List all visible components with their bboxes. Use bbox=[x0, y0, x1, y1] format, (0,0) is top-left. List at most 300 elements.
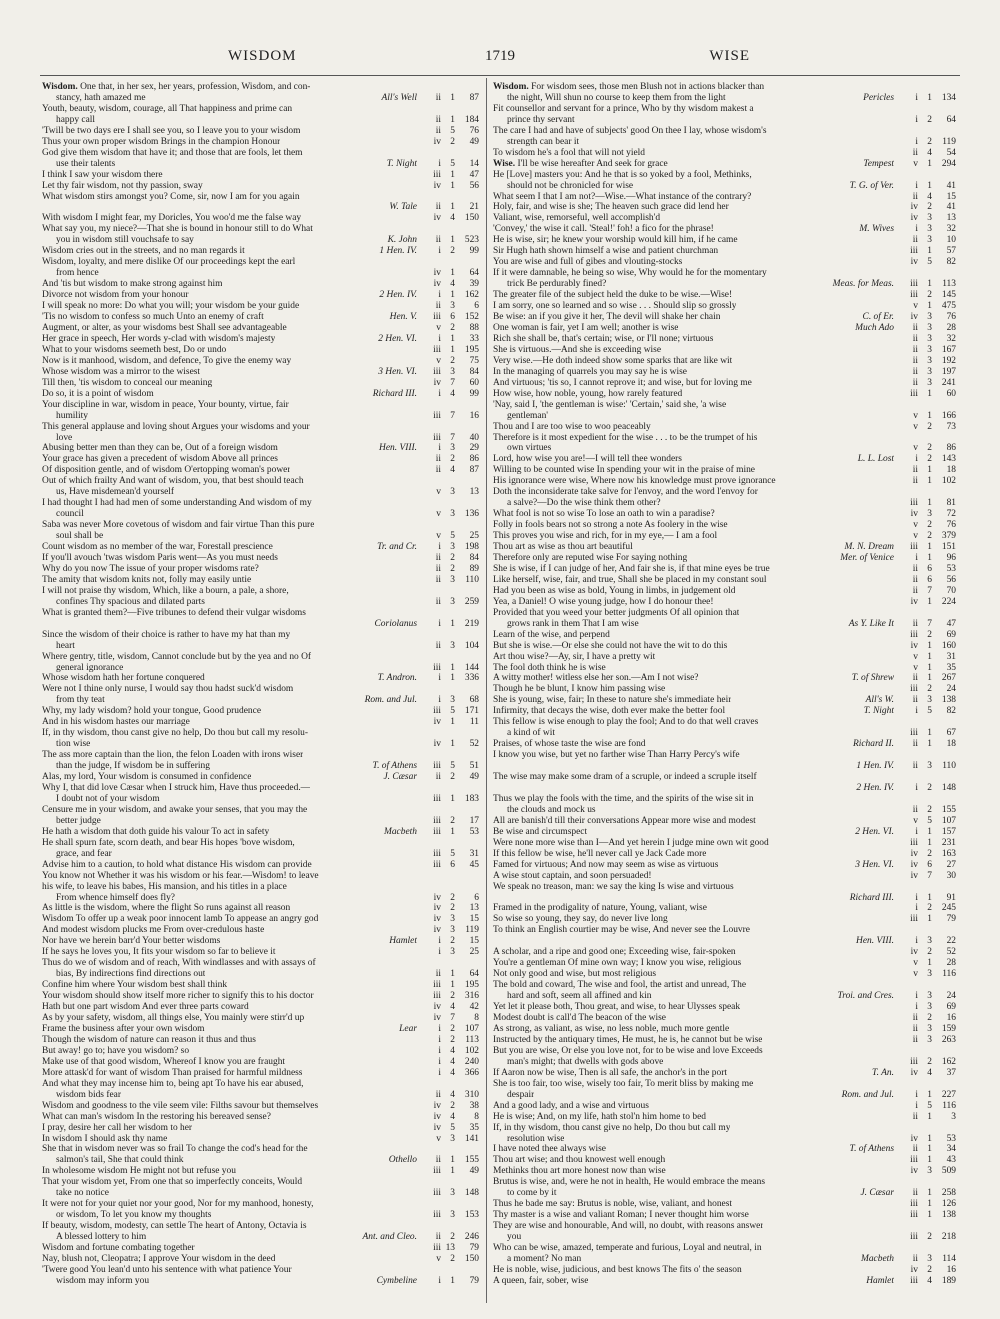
concordance-line bbox=[42, 257, 479, 268]
act-number: v bbox=[913, 410, 918, 421]
line-number: 114 bbox=[942, 1253, 956, 1264]
line-number: 113 bbox=[942, 279, 956, 290]
scene-number: 5 bbox=[450, 158, 455, 169]
line-number: 107 bbox=[464, 1023, 479, 1034]
act-number: i bbox=[915, 892, 918, 903]
concordance-line bbox=[42, 1243, 479, 1254]
concordance-line bbox=[493, 750, 956, 761]
quotation-text: His ignorance were wise, Where now his knowledge must prove ignorance bbox=[493, 476, 776, 487]
act-number: ii bbox=[435, 454, 441, 465]
concordance-line bbox=[42, 115, 479, 126]
concordance-line bbox=[42, 1024, 479, 1035]
line-number: 49 bbox=[469, 136, 479, 147]
act-number: v bbox=[436, 1133, 441, 1144]
scene-number: 1 bbox=[927, 92, 932, 103]
concordance-line bbox=[493, 1166, 956, 1177]
concordance-line bbox=[493, 531, 956, 542]
act-number: iii bbox=[433, 432, 441, 443]
scene-number: 1 bbox=[450, 333, 455, 344]
quotation-text: They are wise and honourable, And will, no doubt, with reasons answer bbox=[493, 1221, 764, 1232]
quotation-text: This fellow is wise enough to play the fool; And to do that well craves bbox=[493, 717, 759, 728]
running-head-left: WISDOM bbox=[228, 48, 297, 64]
line-number: 189 bbox=[941, 1275, 956, 1286]
play-reference: Tr. and Cr. bbox=[377, 542, 417, 553]
concordance-line bbox=[493, 608, 956, 619]
headword: Wise. bbox=[493, 158, 516, 169]
concordance-line bbox=[493, 82, 956, 93]
act-number: i bbox=[915, 706, 918, 717]
concordance-line bbox=[42, 1035, 479, 1046]
concordance-line bbox=[42, 1101, 479, 1112]
scene-number: 4 bbox=[450, 1002, 455, 1013]
scene-number: 6 bbox=[450, 312, 455, 323]
act-number: iv bbox=[433, 377, 441, 388]
act-number: iv bbox=[433, 717, 441, 728]
act-number: ii bbox=[912, 1013, 918, 1024]
line-number: 119 bbox=[465, 925, 479, 936]
act-number: ii bbox=[912, 355, 918, 366]
line-number: 110 bbox=[465, 574, 479, 585]
concordance-line bbox=[42, 246, 479, 257]
scene-number: 3 bbox=[450, 947, 455, 958]
scene-number: 2 bbox=[450, 563, 455, 574]
play-reference: Richard III. bbox=[372, 388, 417, 399]
quotation-text: And modest wisdom plucks me From over-credulous haste bbox=[42, 925, 265, 936]
act-number: iii bbox=[433, 344, 441, 355]
scene-number: 5 bbox=[927, 706, 932, 717]
act-number: iv bbox=[433, 1111, 441, 1122]
act-number: v bbox=[913, 158, 918, 169]
quotation-text: Thou art as wise as thou art beautiful bbox=[493, 542, 633, 553]
act-number: ii bbox=[912, 333, 918, 344]
scene-number: 1 bbox=[927, 739, 932, 750]
scene-number: 1 bbox=[450, 180, 455, 191]
quotation-text: Thus he bade me say: Brutus is noble, wise, valiant, and honest bbox=[493, 1199, 733, 1210]
concordance-line bbox=[42, 1134, 479, 1145]
concordance-line bbox=[42, 433, 479, 444]
scene-number: 4 bbox=[450, 279, 455, 290]
act-number: ii bbox=[912, 1034, 918, 1045]
act-number: ii bbox=[435, 596, 441, 607]
line-number: 10 bbox=[946, 235, 956, 246]
act-number: v bbox=[436, 531, 441, 542]
quotation-text: In wisdom I should ask thy name bbox=[42, 1133, 168, 1144]
act-number: i bbox=[915, 936, 918, 947]
play-reference: 1 Hen. IV. bbox=[856, 761, 894, 772]
line-number: 82 bbox=[946, 706, 956, 717]
right-column bbox=[493, 82, 956, 1287]
act-number: iv bbox=[910, 312, 918, 323]
quotation-text: I am sorry, one so learned and so wise . . . Should slip so grossly bbox=[493, 301, 737, 312]
quotation-text: I have noted thee always wise bbox=[493, 1144, 606, 1155]
act-number: ii bbox=[912, 366, 918, 377]
line-number: 245 bbox=[941, 903, 956, 914]
line-number: 84 bbox=[469, 552, 479, 563]
act-number: ii bbox=[435, 301, 441, 312]
concordance-line bbox=[42, 673, 479, 684]
scene-number: 2 bbox=[450, 246, 455, 257]
quotation-text: Frame the business after your own wisdom bbox=[42, 1023, 205, 1034]
line-number: 219 bbox=[464, 618, 479, 629]
act-number: i bbox=[438, 388, 441, 399]
scene-number: 2 bbox=[450, 991, 455, 1002]
concordance-line bbox=[42, 224, 479, 235]
quotation-text: Be wise and circumspect bbox=[493, 826, 588, 837]
act-number: ii bbox=[435, 640, 441, 651]
line-number: 49 bbox=[469, 1166, 479, 1177]
act-number: i bbox=[915, 92, 918, 103]
act-number: i bbox=[438, 542, 441, 553]
concordance-line bbox=[493, 235, 956, 246]
headword: Wisdom. bbox=[493, 82, 529, 92]
play-reference: 1 Hen. IV. bbox=[379, 246, 417, 257]
quotation-text: you in wisdom still vouchsafe to say bbox=[56, 235, 194, 246]
quotation-text: Count wisdom as no member of the war, Forestall prescience bbox=[42, 542, 273, 553]
concordance-line bbox=[42, 1232, 479, 1243]
scene-number: 1 bbox=[927, 498, 932, 509]
scene-number: 4 bbox=[927, 1067, 932, 1078]
line-number: 152 bbox=[464, 312, 479, 323]
scene-number: 2 bbox=[450, 815, 455, 826]
scene-number: 1 bbox=[450, 268, 455, 279]
scene-number: 1 bbox=[927, 728, 932, 739]
scene-number: 3 bbox=[927, 333, 932, 344]
line-number: 258 bbox=[941, 1188, 956, 1199]
quotation-text: Folly in fools bears not so strong a note As foolery in the wise bbox=[493, 520, 728, 531]
quotation-text: Valiant, wise, remorseful, well accomplish'd bbox=[493, 213, 661, 224]
quotation-text: Learn of the wise, and perpend bbox=[493, 629, 610, 640]
concordance-line bbox=[493, 487, 956, 498]
scene-number: 1 bbox=[927, 180, 932, 191]
act-number: ii bbox=[435, 1155, 441, 1166]
quotation-text: Instructed by the antiquary times, He must, he is, he cannot but be wise bbox=[493, 1034, 763, 1045]
concordance-line bbox=[42, 936, 479, 947]
play-reference: T. of Athens bbox=[372, 761, 417, 772]
line-number: 8 bbox=[474, 1111, 479, 1122]
scene-number: 1 bbox=[927, 640, 932, 651]
quotation-text: a salve?—Do the wise think them other? bbox=[507, 498, 661, 509]
line-number: 64 bbox=[469, 268, 479, 279]
quotation-text: One woman is fair, yet I am well; another is wise bbox=[493, 322, 679, 333]
act-number: iii bbox=[910, 1275, 918, 1286]
scene-number: 4 bbox=[450, 465, 455, 476]
headword: Wisdom. bbox=[42, 82, 78, 92]
scene-number: 4 bbox=[450, 213, 455, 224]
scene-number: 1 bbox=[450, 92, 455, 103]
scene-number: 1 bbox=[927, 892, 932, 903]
concordance-line bbox=[42, 1276, 479, 1287]
play-reference: Richard II. bbox=[852, 739, 894, 750]
concordance-line bbox=[42, 761, 479, 772]
line-number: 35 bbox=[469, 1122, 479, 1133]
concordance-line bbox=[42, 1166, 479, 1177]
concordance-line bbox=[493, 1155, 956, 1166]
quotation-text: Censure me in your wisdom, and awake your senses, that you may the bbox=[42, 804, 308, 815]
act-number: iii bbox=[433, 1243, 441, 1254]
quotation-text: If, in thy wisdom, thou canst give no help, Do thou but call my bbox=[493, 1122, 731, 1133]
act-number: i bbox=[438, 158, 441, 169]
play-reference: All's W. bbox=[865, 695, 894, 706]
quotation-text: Whose wisdom was a mirror to the wisest bbox=[42, 366, 201, 377]
quotation-text: grows rank in them That I am wise bbox=[507, 618, 639, 629]
act-number: ii bbox=[435, 92, 441, 103]
concordance-line bbox=[42, 159, 479, 170]
line-number: 57 bbox=[946, 246, 956, 257]
play-reference: Hen. VIII. bbox=[379, 443, 417, 454]
concordance-line bbox=[42, 301, 479, 312]
concordance-line bbox=[493, 1243, 956, 1254]
act-number: iii bbox=[910, 498, 918, 509]
concordance-line bbox=[493, 1232, 956, 1243]
act-number: ii bbox=[912, 563, 918, 574]
quotation-text: Famed for virtuous; And now may seem as wise as virtuous bbox=[493, 859, 719, 870]
line-number: 25 bbox=[469, 947, 479, 958]
play-reference: Mer. of Venice bbox=[840, 552, 894, 563]
scene-number: 1 bbox=[927, 1155, 932, 1166]
act-number: ii bbox=[912, 618, 918, 629]
act-number: i bbox=[438, 1023, 441, 1034]
scene-number: 3 bbox=[927, 235, 932, 246]
concordance-line bbox=[493, 695, 956, 706]
line-number: 30 bbox=[946, 870, 956, 881]
concordance-line bbox=[42, 663, 479, 674]
concordance-line bbox=[493, 334, 956, 345]
concordance-line bbox=[493, 1199, 956, 1210]
concordance-line bbox=[42, 378, 479, 389]
quotation-text: Though the wisdom of nature can reason it thus and thus bbox=[42, 1034, 256, 1045]
line-number: 96 bbox=[946, 552, 956, 563]
concordance-line bbox=[493, 1276, 956, 1287]
concordance-line bbox=[493, 422, 956, 433]
line-number: 144 bbox=[464, 662, 479, 673]
play-reference: Troi. and Cres. bbox=[837, 991, 894, 1002]
quotation-text: Her grace in speech, Her words y-clad with wisdom's majesty bbox=[42, 333, 276, 344]
act-number: i bbox=[438, 947, 441, 958]
act-number: iii bbox=[910, 279, 918, 290]
quotation-text: own virtues bbox=[507, 443, 552, 454]
line-number: 163 bbox=[941, 848, 956, 859]
play-reference: 2 Hen. IV. bbox=[856, 783, 894, 793]
line-number: 47 bbox=[469, 169, 479, 180]
concordance-line bbox=[42, 82, 479, 93]
play-reference: C. of Er. bbox=[862, 312, 894, 323]
act-number: i bbox=[438, 1045, 441, 1056]
scene-number: 1 bbox=[450, 793, 455, 804]
act-number: ii bbox=[435, 552, 441, 563]
scene-number: 2 bbox=[927, 114, 932, 125]
quotation-text: Provided that you weed your better judgments Of all opinion that bbox=[493, 607, 740, 618]
act-number: i bbox=[915, 114, 918, 125]
concordance-line bbox=[493, 1101, 956, 1112]
line-number: 37 bbox=[946, 1067, 956, 1078]
concordance-line bbox=[493, 936, 956, 947]
act-number: iii bbox=[433, 662, 441, 673]
quotation-text: Abusing better men than they can be, Out of a foreign wisdom bbox=[42, 443, 278, 454]
concordance-line bbox=[493, 1210, 956, 1221]
scene-number: 1 bbox=[927, 1188, 932, 1199]
act-number: iv bbox=[910, 213, 918, 224]
line-number: 148 bbox=[464, 1188, 479, 1199]
quotation-text: Willing to be counted wise In spending your wit in the praise of mine bbox=[493, 465, 755, 476]
quotation-text: If it were damnable, he being so wise, Why would he for the momentary bbox=[493, 268, 767, 279]
scene-number: 3 bbox=[450, 695, 455, 706]
line-number: 107 bbox=[941, 815, 956, 826]
line-number: 134 bbox=[941, 92, 956, 103]
quotation-text: Like herself, wise, fair, and true, Shall she be placed in my constant soul bbox=[493, 574, 767, 585]
line-number: 153 bbox=[464, 1210, 479, 1221]
line-number: 16 bbox=[469, 410, 479, 421]
act-number: i bbox=[438, 333, 441, 344]
scene-number: 4 bbox=[927, 191, 932, 202]
scene-number: 1 bbox=[927, 1210, 932, 1221]
concordance-line bbox=[493, 1013, 956, 1024]
line-number: 28 bbox=[946, 958, 956, 969]
concordance-line bbox=[493, 367, 956, 378]
play-reference: 2 Hen. VI. bbox=[855, 826, 894, 837]
quotation-text: To wisdom he's a fool that will not yield bbox=[493, 147, 646, 158]
scene-number: 3 bbox=[450, 914, 455, 925]
concordance-line bbox=[42, 750, 479, 761]
scene-number: 2 bbox=[927, 684, 932, 695]
play-reference: Pericles bbox=[863, 92, 894, 103]
concordance-line bbox=[42, 1123, 479, 1134]
act-number: ii bbox=[912, 1144, 918, 1155]
quotation-text: Lord, how wise you are!—I will tell thee wonders bbox=[493, 454, 682, 465]
act-number: ii bbox=[912, 344, 918, 355]
quotation-text: Your discipline in war, wisdom in peace, Your bounty, virtue, fair bbox=[42, 399, 289, 410]
concordance-line bbox=[493, 345, 956, 356]
concordance-line bbox=[493, 148, 956, 159]
scene-number: 7 bbox=[450, 377, 455, 388]
concordance-line bbox=[42, 542, 479, 553]
quotation-text: He is noble, wise, judicious, and best knows The fits o' the season bbox=[493, 1264, 742, 1275]
act-number: ii bbox=[912, 739, 918, 750]
act-number: i bbox=[915, 180, 918, 191]
line-number: 87 bbox=[469, 465, 479, 476]
concordance-line bbox=[493, 411, 956, 422]
scene-number: 3 bbox=[927, 322, 932, 333]
concordance-line bbox=[493, 400, 956, 411]
quotation-text: Your wisdom should show itself more richer to signify this to his doctor bbox=[42, 991, 314, 1002]
concordance-line bbox=[493, 301, 956, 312]
line-number: 17 bbox=[469, 815, 479, 826]
quotation-text: Make use of that good wisdom, Whereof I know you are fraught bbox=[42, 1056, 286, 1067]
concordance-line bbox=[42, 312, 479, 323]
quotation-text: As strong, as valiant, as wise, no less noble, much more gentle bbox=[493, 1023, 730, 1034]
concordance-line bbox=[42, 903, 479, 914]
concordance-line bbox=[42, 652, 479, 663]
scene-number: 2 bbox=[927, 202, 932, 213]
header-rule bbox=[40, 75, 960, 76]
line-number: 86 bbox=[469, 454, 479, 465]
scene-number: 2 bbox=[927, 783, 932, 793]
act-number: v bbox=[913, 520, 918, 531]
concordance-line bbox=[42, 695, 479, 706]
line-number: 150 bbox=[464, 1253, 479, 1264]
scene-number: 3 bbox=[927, 366, 932, 377]
line-number: 21 bbox=[469, 202, 479, 213]
concordance-line bbox=[42, 783, 479, 794]
play-reference: M. Wives bbox=[859, 224, 894, 235]
scene-number: 3 bbox=[450, 1133, 455, 1144]
scene-number: 3 bbox=[450, 542, 455, 553]
scene-number: 1 bbox=[450, 969, 455, 980]
concordance-line bbox=[493, 553, 956, 564]
line-number: 87 bbox=[469, 92, 479, 103]
act-number: iii bbox=[433, 991, 441, 1002]
concordance-line bbox=[493, 980, 956, 991]
quotation-text: stancy, hath amazed me bbox=[56, 92, 146, 103]
act-number: ii bbox=[435, 563, 441, 574]
quotation-text: Wisdom cries out in the streets, and no man regards it bbox=[42, 246, 245, 257]
quotation-text: Augment, or alter, as your wisdoms best Shall see advantageable bbox=[42, 322, 287, 333]
play-reference: Hen. VIII. bbox=[856, 936, 894, 947]
line-number: 523 bbox=[464, 235, 479, 246]
concordance-line bbox=[42, 345, 479, 356]
act-number: v bbox=[913, 969, 918, 980]
quotation-text: take no notice bbox=[56, 1188, 109, 1199]
concordance-line bbox=[493, 279, 956, 290]
quotation-text: Wise. I'll be wise hereafter And seek for grace bbox=[493, 158, 668, 169]
concordance-line bbox=[42, 893, 479, 904]
concordance-line bbox=[42, 1210, 479, 1221]
line-number: 29 bbox=[469, 443, 479, 454]
line-number: 155 bbox=[464, 1155, 479, 1166]
scene-number: 1 bbox=[450, 618, 455, 629]
line-number: 69 bbox=[946, 1002, 956, 1013]
concordance-line bbox=[42, 268, 479, 279]
scene-number: 3 bbox=[450, 925, 455, 936]
line-number: 6 bbox=[474, 301, 479, 312]
quotation-text: resolution wise bbox=[507, 1133, 565, 1144]
line-number: 25 bbox=[469, 531, 479, 542]
act-number: ii bbox=[912, 585, 918, 596]
scene-number: 1 bbox=[927, 651, 932, 662]
quotation-text: a kind of wit bbox=[507, 728, 555, 739]
concordance-line bbox=[42, 1002, 479, 1013]
concordance-line bbox=[42, 816, 479, 827]
act-number: ii bbox=[435, 125, 441, 136]
scene-number: 2 bbox=[927, 947, 932, 958]
play-reference: Rom. and Jul. bbox=[364, 695, 417, 706]
act-number: iii bbox=[910, 684, 918, 695]
page-number: 1719 bbox=[485, 48, 515, 64]
concordance-line bbox=[493, 170, 956, 181]
quotation-text: Thus we play the fools with the time, and the spirits of the wise sit in bbox=[493, 793, 754, 804]
concordance-line bbox=[42, 1112, 479, 1123]
concordance-line bbox=[493, 1144, 956, 1155]
act-number: i bbox=[915, 552, 918, 563]
concordance-line bbox=[42, 104, 479, 115]
concordance-line bbox=[493, 739, 956, 750]
line-number: 15 bbox=[946, 191, 956, 202]
play-reference: T. of Athens bbox=[849, 1144, 894, 1155]
scene-number: 3 bbox=[450, 1188, 455, 1199]
quotation-text: Infirmity, that decays the wise, doth ever make the better fool bbox=[493, 706, 726, 717]
concordance-line bbox=[493, 465, 956, 476]
act-number: v bbox=[913, 301, 918, 312]
play-reference: Tempest bbox=[863, 158, 894, 169]
line-number: 89 bbox=[469, 563, 479, 574]
concordance-line bbox=[493, 356, 956, 367]
line-number: 366 bbox=[464, 1067, 479, 1078]
play-reference: W. Tale bbox=[389, 202, 417, 213]
scene-number: 7 bbox=[450, 410, 455, 421]
scene-number: 1 bbox=[450, 1155, 455, 1166]
line-number: 40 bbox=[469, 432, 479, 443]
quotation-text: wisdom bids fear bbox=[56, 1089, 122, 1100]
quotation-text: The amity that wisdom knits not, folly may easily untie bbox=[42, 574, 252, 585]
